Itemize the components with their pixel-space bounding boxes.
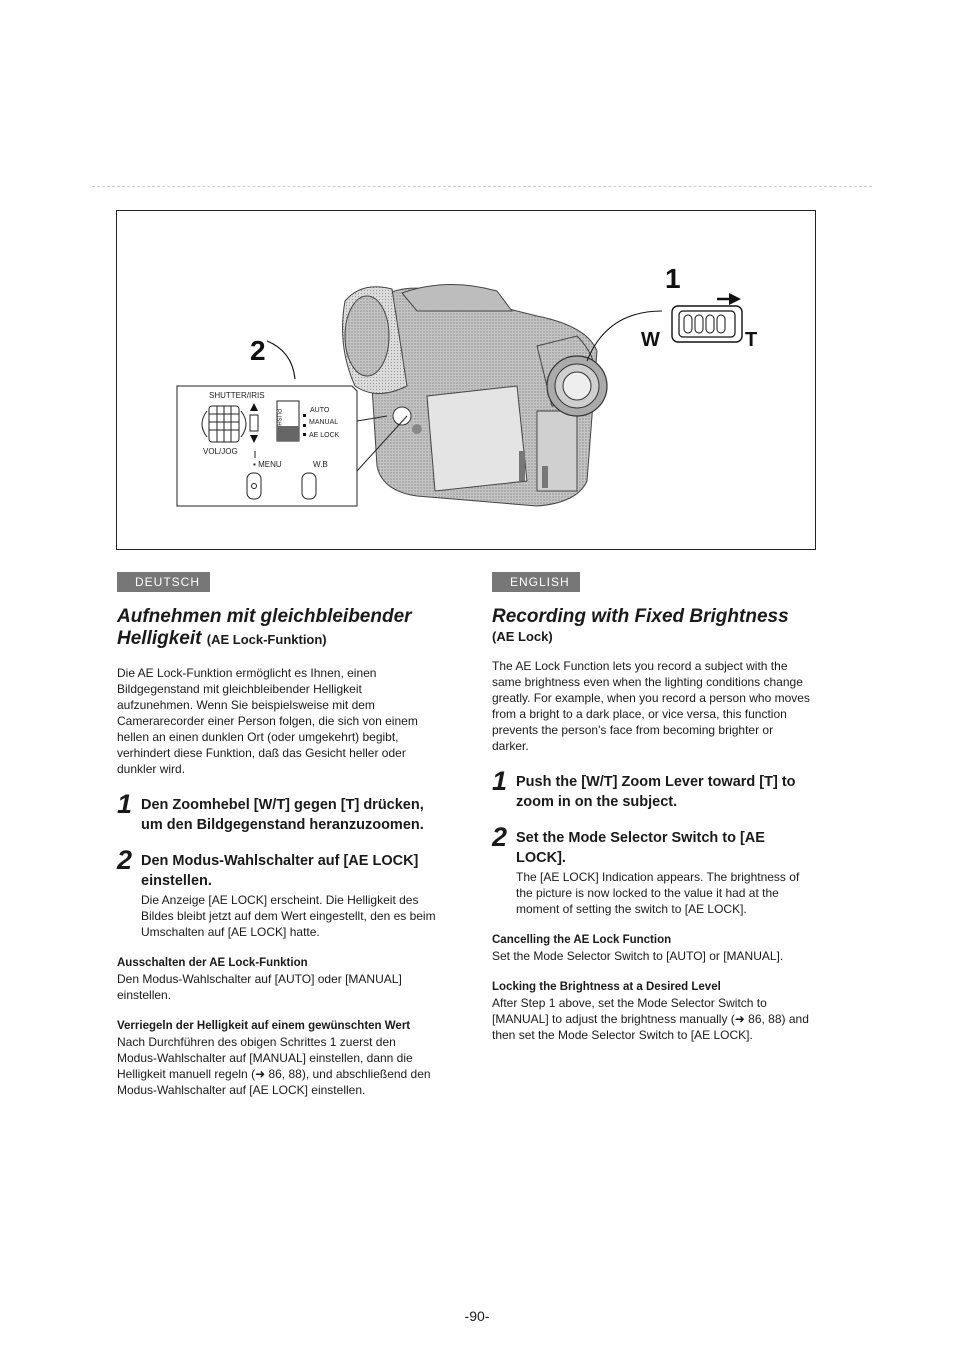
title-suffix-de: (AE Lock-Funktion): [206, 632, 327, 647]
english-column: [492, 572, 812, 1043]
cancel-heading-de: Ausschalten der AE Lock-Funktion: [117, 957, 308, 969]
step-2-en: [492, 822, 812, 917]
step-2-de: [117, 845, 439, 940]
language-badge-de: DEUTSCH: [117, 572, 210, 592]
lock-body-en: After Step 1 above, set the Mode Selector Switch to [MANUAL] to adjust the brightness manually (➜ 86, 88) and then set the Mode Selector Switch to [AE LOCK].: [492, 996, 809, 1042]
header-rule: [92, 186, 872, 187]
section-title-en: Recording with Fixed Brightness: [492, 606, 789, 627]
figure-step-1: 1: [665, 263, 681, 294]
page-number: -90-: [464, 1308, 490, 1324]
intro-de: Die AE Lock-Funktion ermöglicht es Ihnen, einen Bildgegenstand mit gleichbleibender Helligkeit aufzunehmen. Wenn Sie beispielsweise mit dem Camerarecorder einer Person folgen, die sich von einem hellen an einen dunklen Ort (oder umgekehrt) begibt, verhindert diese Funktion, daß das Gesicht heller oder dunkler wird.: [117, 666, 418, 776]
intro-en: The AE Lock Function lets you record a subject with the same brightness even when the lighting conditions change greatly. For example, when you record a person who moves from a bright to a dark place, or vice versa, this function prevents the person's face from becoming brighter or darker.: [492, 659, 810, 753]
step-number-2-en: 2: [492, 822, 508, 852]
step-number-1-en: 1: [492, 766, 508, 796]
mode-ae-lock-label: AE LOCK: [309, 432, 340, 439]
german-column: [117, 572, 439, 1098]
step-number-1-de: 1: [117, 789, 133, 819]
lock-heading-en: Locking the Brightness at a Desired Level: [492, 981, 721, 993]
step-heading-1-de: Den Zoomhebel [W/T] gegen [T] drücken, um den Bildgegenstand heranzuzoomen.: [141, 797, 424, 833]
wb-label: W.B: [313, 460, 328, 469]
shutter-iris-label: SHUTTER/IRIS: [209, 391, 265, 400]
lock-body-de: Nach Durchführen des obigen Schrittes 1 zuerst den Modus-Wahlschalter auf [MANUAL] einstellen, dann die Helligkeit manuell regeln (➜ 86, 88), und abschließend den Modus-Wahlschalter auf [AE LOCK] einstellen.: [117, 1035, 431, 1097]
mode-manual-label: MANUAL: [309, 419, 339, 426]
camcorder-figure: [116, 210, 816, 550]
section-subtitle-en: (AE Lock): [492, 629, 553, 644]
mode-auto-label: AUTO: [310, 407, 330, 414]
camcorder-illustration: [117, 211, 817, 551]
title-line2-de: Helligkeit: [117, 628, 202, 649]
step-heading-2-de: Den Modus-Wahlschalter auf [AE LOCK] einstellen.: [141, 853, 419, 889]
title-line1-de: Aufnehmen mit gleichbleibender: [117, 606, 412, 627]
step-heading-1-en: Push the [W/T] Zoom Lever toward [T] to zoom in on the subject.: [516, 774, 796, 810]
menu-label-text: MENU: [258, 460, 282, 469]
section-title-de: [117, 606, 439, 651]
zoom-tele-label: T: [745, 329, 758, 351]
cancel-body-de: Den Modus-Wahlschalter auf [AUTO] oder [MANUAL] einstellen.: [117, 972, 402, 1002]
push-label: PUSH: [275, 409, 281, 426]
step-1-en: [492, 766, 812, 812]
step-1-de: [117, 789, 439, 835]
menu-label: ▪ MENU: [253, 460, 282, 469]
step-body-2-en: The [AE LOCK] Indication appears. The brightness of the picture is now locked to the value it had at the moment of setting the switch to [AE LOCK].: [516, 870, 800, 916]
step-number-2-de: 2: [117, 845, 133, 875]
zoom-wide-label: W: [641, 329, 660, 351]
cancel-body-en: Set the Mode Selector Switch to [AUTO] or [MANUAL].: [492, 949, 784, 963]
step-body-2-de: Die Anzeige [AE LOCK] erscheint. Die Helligkeit des Bildes bleibt jetzt auf dem Wert eingestellt, den es beim Umschalten auf [AE LOCK] hatte.: [141, 893, 436, 939]
step-heading-2-en: Set the Mode Selector Switch to [AE LOCK].: [516, 830, 765, 866]
vol-jog-label: VOL/JOG: [203, 447, 238, 456]
figure-step-2: 2: [250, 335, 266, 366]
cancel-heading-en: Cancelling the AE Lock Function: [492, 934, 672, 946]
lock-heading-de: Verriegeln der Helligkeit auf einem gewünschten Wert: [117, 1020, 411, 1032]
language-badge-en: ENGLISH: [492, 572, 580, 592]
